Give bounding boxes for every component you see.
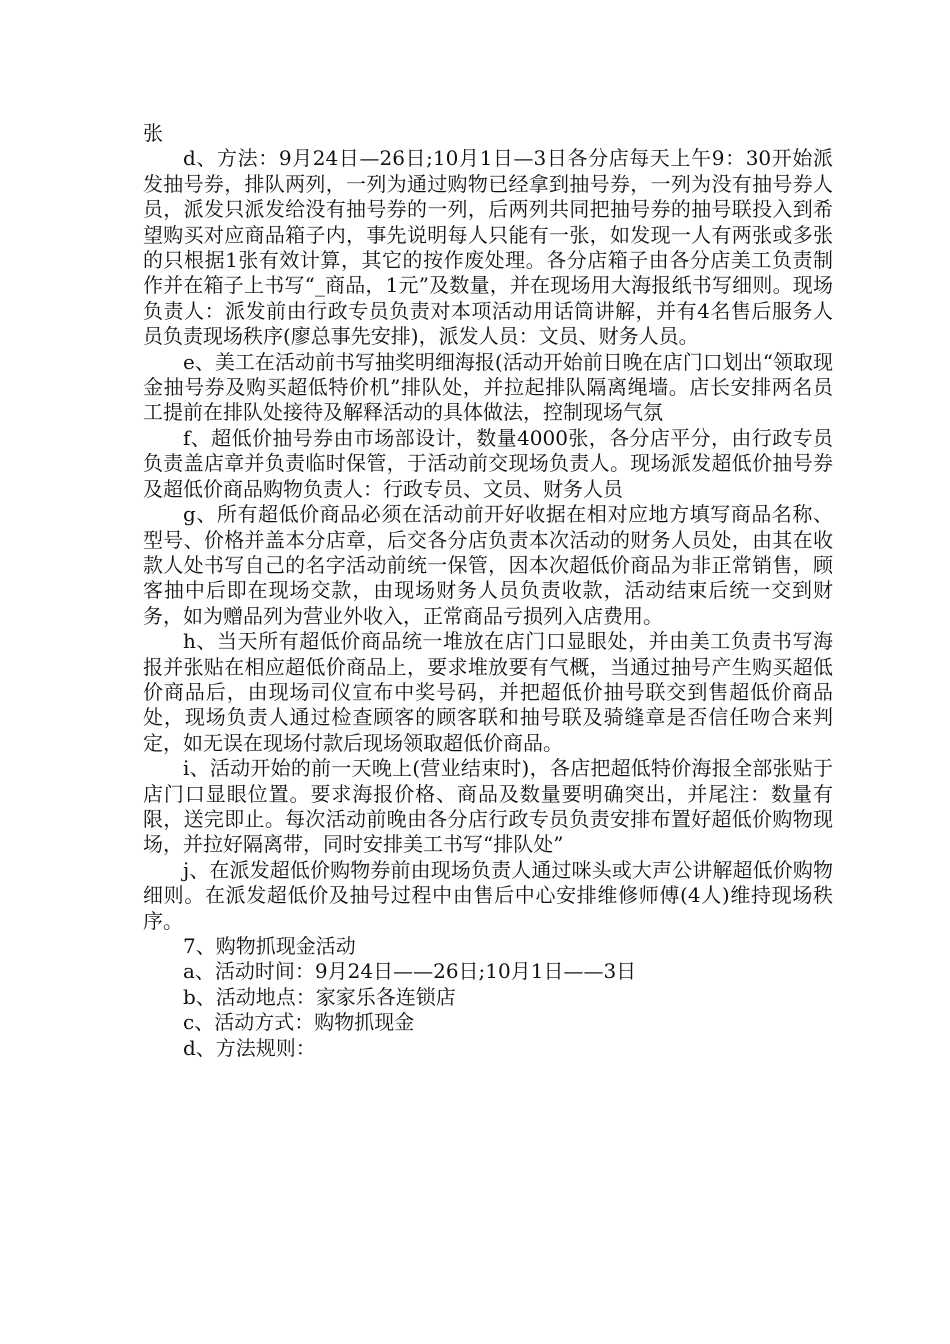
paragraph-j-explanation: j、在派发超低价购物券前由现场负责人通过咪头或大声公讲解超低价购物细则。在派发超低价及抽号过程中由售后中心安排维修师傅(4人)维持现场秩序。	[143, 857, 833, 933]
paragraph-continuation: 张	[143, 121, 163, 145]
paragraph-g-receipt: g、所有超低价商品必须在活动前开好收据在相对应地方填写商品名称、型号、价格并盖本分店章，后交各分店负责本次活动的财务人员处，由其在收款人处书写自己的名字活动前统一保管，因本次超低价商品为非正常销售，顾客抽中后即在现场交款，由现场财务人员负责收款，活动结束后统一交到财务，如为赠品列为营业外收入，正常商品亏损列入店费用。	[143, 502, 833, 628]
paragraph-d-method: d、方法：9月24日—26日;10月1日—3日各分店每天上午9：30开始派发抽号券，排队两列，一列为通过购物已经拿到抽号券，一列为没有抽号券人员，派发只派发给没有抽号券的一列，后两列共同把抽号券的抽号联投入到希望购买对应商品箱子内，事先说明每人只能有一张，如发现一人有两张或多张的只根据1张有效计算，其它的按作废处理。各分店箱子由各分店美工负责制作并在箱子上书写“_商品，1元”及数量，并在现场用大海报纸书写细则。现场负责人：派发前由行政专员负责对本项活动用话筒讲解，并有4名售后服务人员负责现场秩序(廖总事先安排)，派发人员：文员、财务人员。	[143, 146, 833, 349]
paragraph-h-display: h、当天所有超低价商品统一堆放在店门口显眼处，并由美工负责书写海报并张贴在相应超低价商品上，要求堆放要有气概，当通过抽号产生购买超低价商品后，由现场司仪宣布中奖号码，并把超低价抽号联交到售超低价商品处，现场负责人通过检查顾客的顾客联和抽号联及骑缝章是否信任吻合来判定，如无误在现场付款后现场领取超低价商品。	[143, 629, 833, 755]
paragraph-f-ticket: f、超低价抽号券由市场部设计，数量4000张，各分店平分，由行政专员负责盖店章并负责临时保管，于活动前交现场负责人。现场派发超低价抽号券及超低价商品购物负责人：行政专员、文员、财务人员	[143, 425, 833, 501]
item-d-rules: d、方法规则：	[183, 1035, 316, 1060]
paragraph-e-poster: e、美工在活动前书写抽奖明细海报(活动开始前日晚在店门口划出“领取现金抽号券及购买超低特价机”排队处，并拉起排队隔离绳墙。店长安排两名员工提前在排队处接待及解释活动的具体做法，控制现场气氛	[143, 349, 833, 425]
item-b-location: b、活动地点：家家乐各连锁店	[183, 984, 456, 1009]
item-a-time: a、活动时间：9月24日——26日;10月1日——3日	[183, 959, 637, 984]
document-body	[143, 121, 833, 1061]
item-c-method: c、活动方式：购物抓现金	[183, 1010, 415, 1035]
paragraph-i-night-before: i、活动开始的前一天晚上(营业结束时)，各店把超低特价海报全部张贴于店门口显眼位置。要求海报价格、商品及数量要明确突出，并尾注：数量有限，送完即止。每次活动前晚由各分店行政专员负责安排布置好超低价购物现场，并拉好隔离带，同时安排美工书写“排队处”	[143, 756, 833, 857]
section-heading-7: 7、购物抓现金活动	[183, 934, 356, 958]
